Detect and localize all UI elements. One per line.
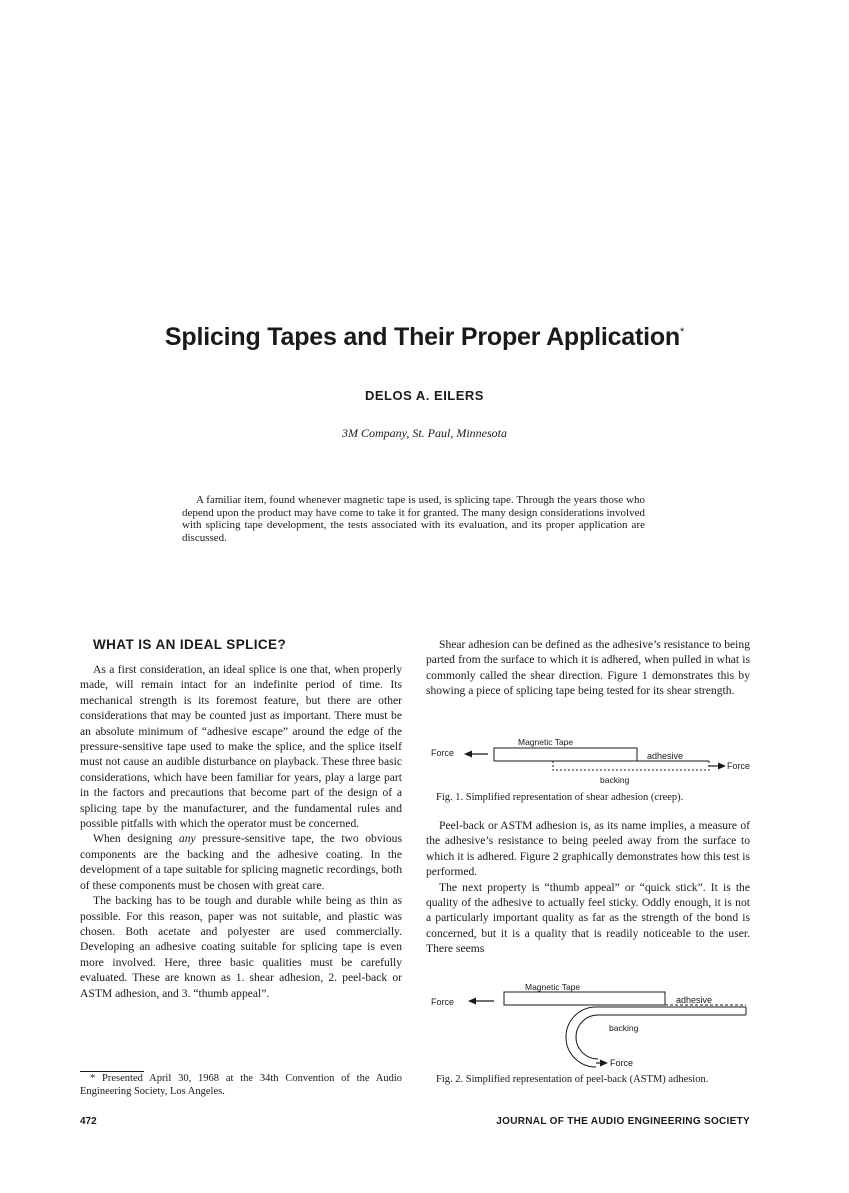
fig1-magnetic-tape — [494, 748, 637, 761]
fig1-label-force-right: Force — [727, 761, 750, 771]
fig2-force-bottom-arrow — [596, 1060, 608, 1067]
page-number: 472 — [80, 1116, 97, 1127]
title-footnote-mark: * — [680, 325, 685, 338]
left-column — [80, 637, 402, 1001]
footnote: * Presented April 30, 1968 at the 34th Convention of the Audio Engineering Society, Los Angeles. — [80, 1073, 402, 1097]
body-paragraph-2 — [80, 831, 402, 893]
body-paragraph-2-end: pressure-sensitive tape, the two obvious components are the backing and the adhesive coating. In the development of a tape suitable for splicing magnetic recordings, both of these components must be chosen with great care. — [80, 832, 402, 892]
article-title — [0, 323, 849, 352]
fig1-label-magnetic-tape: Magnetic Tape — [518, 737, 574, 747]
fig1-label-backing: backing — [600, 775, 630, 785]
fig2-label-adhesive: adhesive — [676, 995, 713, 1005]
body-paragraph-4: Shear adhesion can be defined as the adhesive’s resistance to being parted from the surface to which it is adhered, when pulled in what is commonly called the shear direction. Figure 1 demonstrates this by showing a piece of splicing tape being tested for its shear strength. — [426, 638, 750, 698]
section-heading: WHAT IS AN IDEAL SPLICE? — [93, 637, 287, 652]
figure-1-caption: Fig. 1. Simplified representation of shear adhesion (creep). — [436, 792, 684, 803]
fig2-label-force-bottom: Force — [610, 1058, 634, 1068]
fig1-force-left-arrow — [464, 751, 488, 758]
article-title-text: Splicing Tapes and Their Proper Application — [164, 322, 680, 351]
body-paragraph-5: Peel-back or ASTM adhesion is, as its name implies, a measure of the adhesive’s resistance to being peeled away from the surface to which it is adhered. Figure 2 graphically demonstrates how this test is performed. — [426, 819, 750, 879]
fig2-label-force-left: Force — [431, 997, 455, 1007]
figure-2-caption: Fig. 2. Simplified representation of peel-back (ASTM) adhesion. — [436, 1074, 709, 1085]
body-paragraph-2-start: When designing — [93, 832, 179, 846]
fig1-label-adhesive: adhesive — [647, 751, 684, 761]
right-column — [426, 637, 750, 699]
body-paragraph-3: The backing has to be tough and durable while being as thin as possible. For this reason, paper was not suitable, and plastic was chosen. Both acetate and polyester are used commercially. Developing an adhesive coating suitable for splicing tape is even more involved. Here, three basic qualities must be carefully evaluated. These are known as 1. shear adhesion, 2. peel-back or ASTM adhesion, and 3. “thumb appeal”. — [80, 894, 402, 1000]
journal-name: JOURNAL OF THE AUDIO ENGINEERING SOCIETY — [496, 1116, 750, 1127]
body-paragraph-6: The next property is “thumb appeal” or “quick stick”. It is the quality of the adhesive to actually feel sticky. Oddly enough, it is not a particularly important quality as far as the strength of the bond is concerned, but it is a quality that is readily noticeable to the user. There seems — [426, 880, 750, 956]
author-name: DELOS A. EILERS — [365, 388, 484, 403]
body-paragraph-1: As a first consideration, an ideal splice is one that, when properly made, will remain intact for an indefinite period of time. Its mechanical strength is its foremost feature, but there are other considerations that may be counted just as important. There must be an absolute minimum of “adhesive escape” around the edge of the pressure-sensitive tape used to make the splice, and the splice itself must not cause an audible disturbance on playback. These three basic considerations, which have been familiar for years, play a large part in the factors and precautions that become part of the design of a splicing tape by the manufacturer, and the fundamental rules and possible pitfalls with which the operator must be concerned. — [80, 663, 402, 831]
fig2-backing-curve — [566, 1007, 746, 1067]
fig2-label-backing: backing — [609, 1023, 639, 1033]
fig2-force-left-arrow — [468, 998, 494, 1005]
fig1-backing — [553, 761, 709, 770]
fig2-magnetic-tape — [504, 992, 665, 1005]
footnote-rule — [80, 1071, 144, 1072]
fig2-label-magnetic-tape: Magnetic Tape — [525, 982, 581, 992]
emphasis-any: any — [178, 832, 196, 846]
abstract: A familiar item, found whenever magnetic tape is used, is splicing tape. Through the years those who depend upon the product may have come to take it for granted. The many design considerations involved with splicing tape development, the tests associated with its evaluation, and its proper application are discussed. — [182, 494, 645, 544]
figure-2-peel-back-diagram — [426, 978, 750, 1068]
fig1-label-force-left: Force — [431, 748, 455, 758]
fig1-force-right-arrow — [709, 763, 726, 770]
right-column-continued — [426, 818, 750, 957]
author-affiliation: 3M Company, St. Paul, Minnesota — [342, 426, 507, 440]
figure-1-shear-diagram — [426, 732, 750, 792]
